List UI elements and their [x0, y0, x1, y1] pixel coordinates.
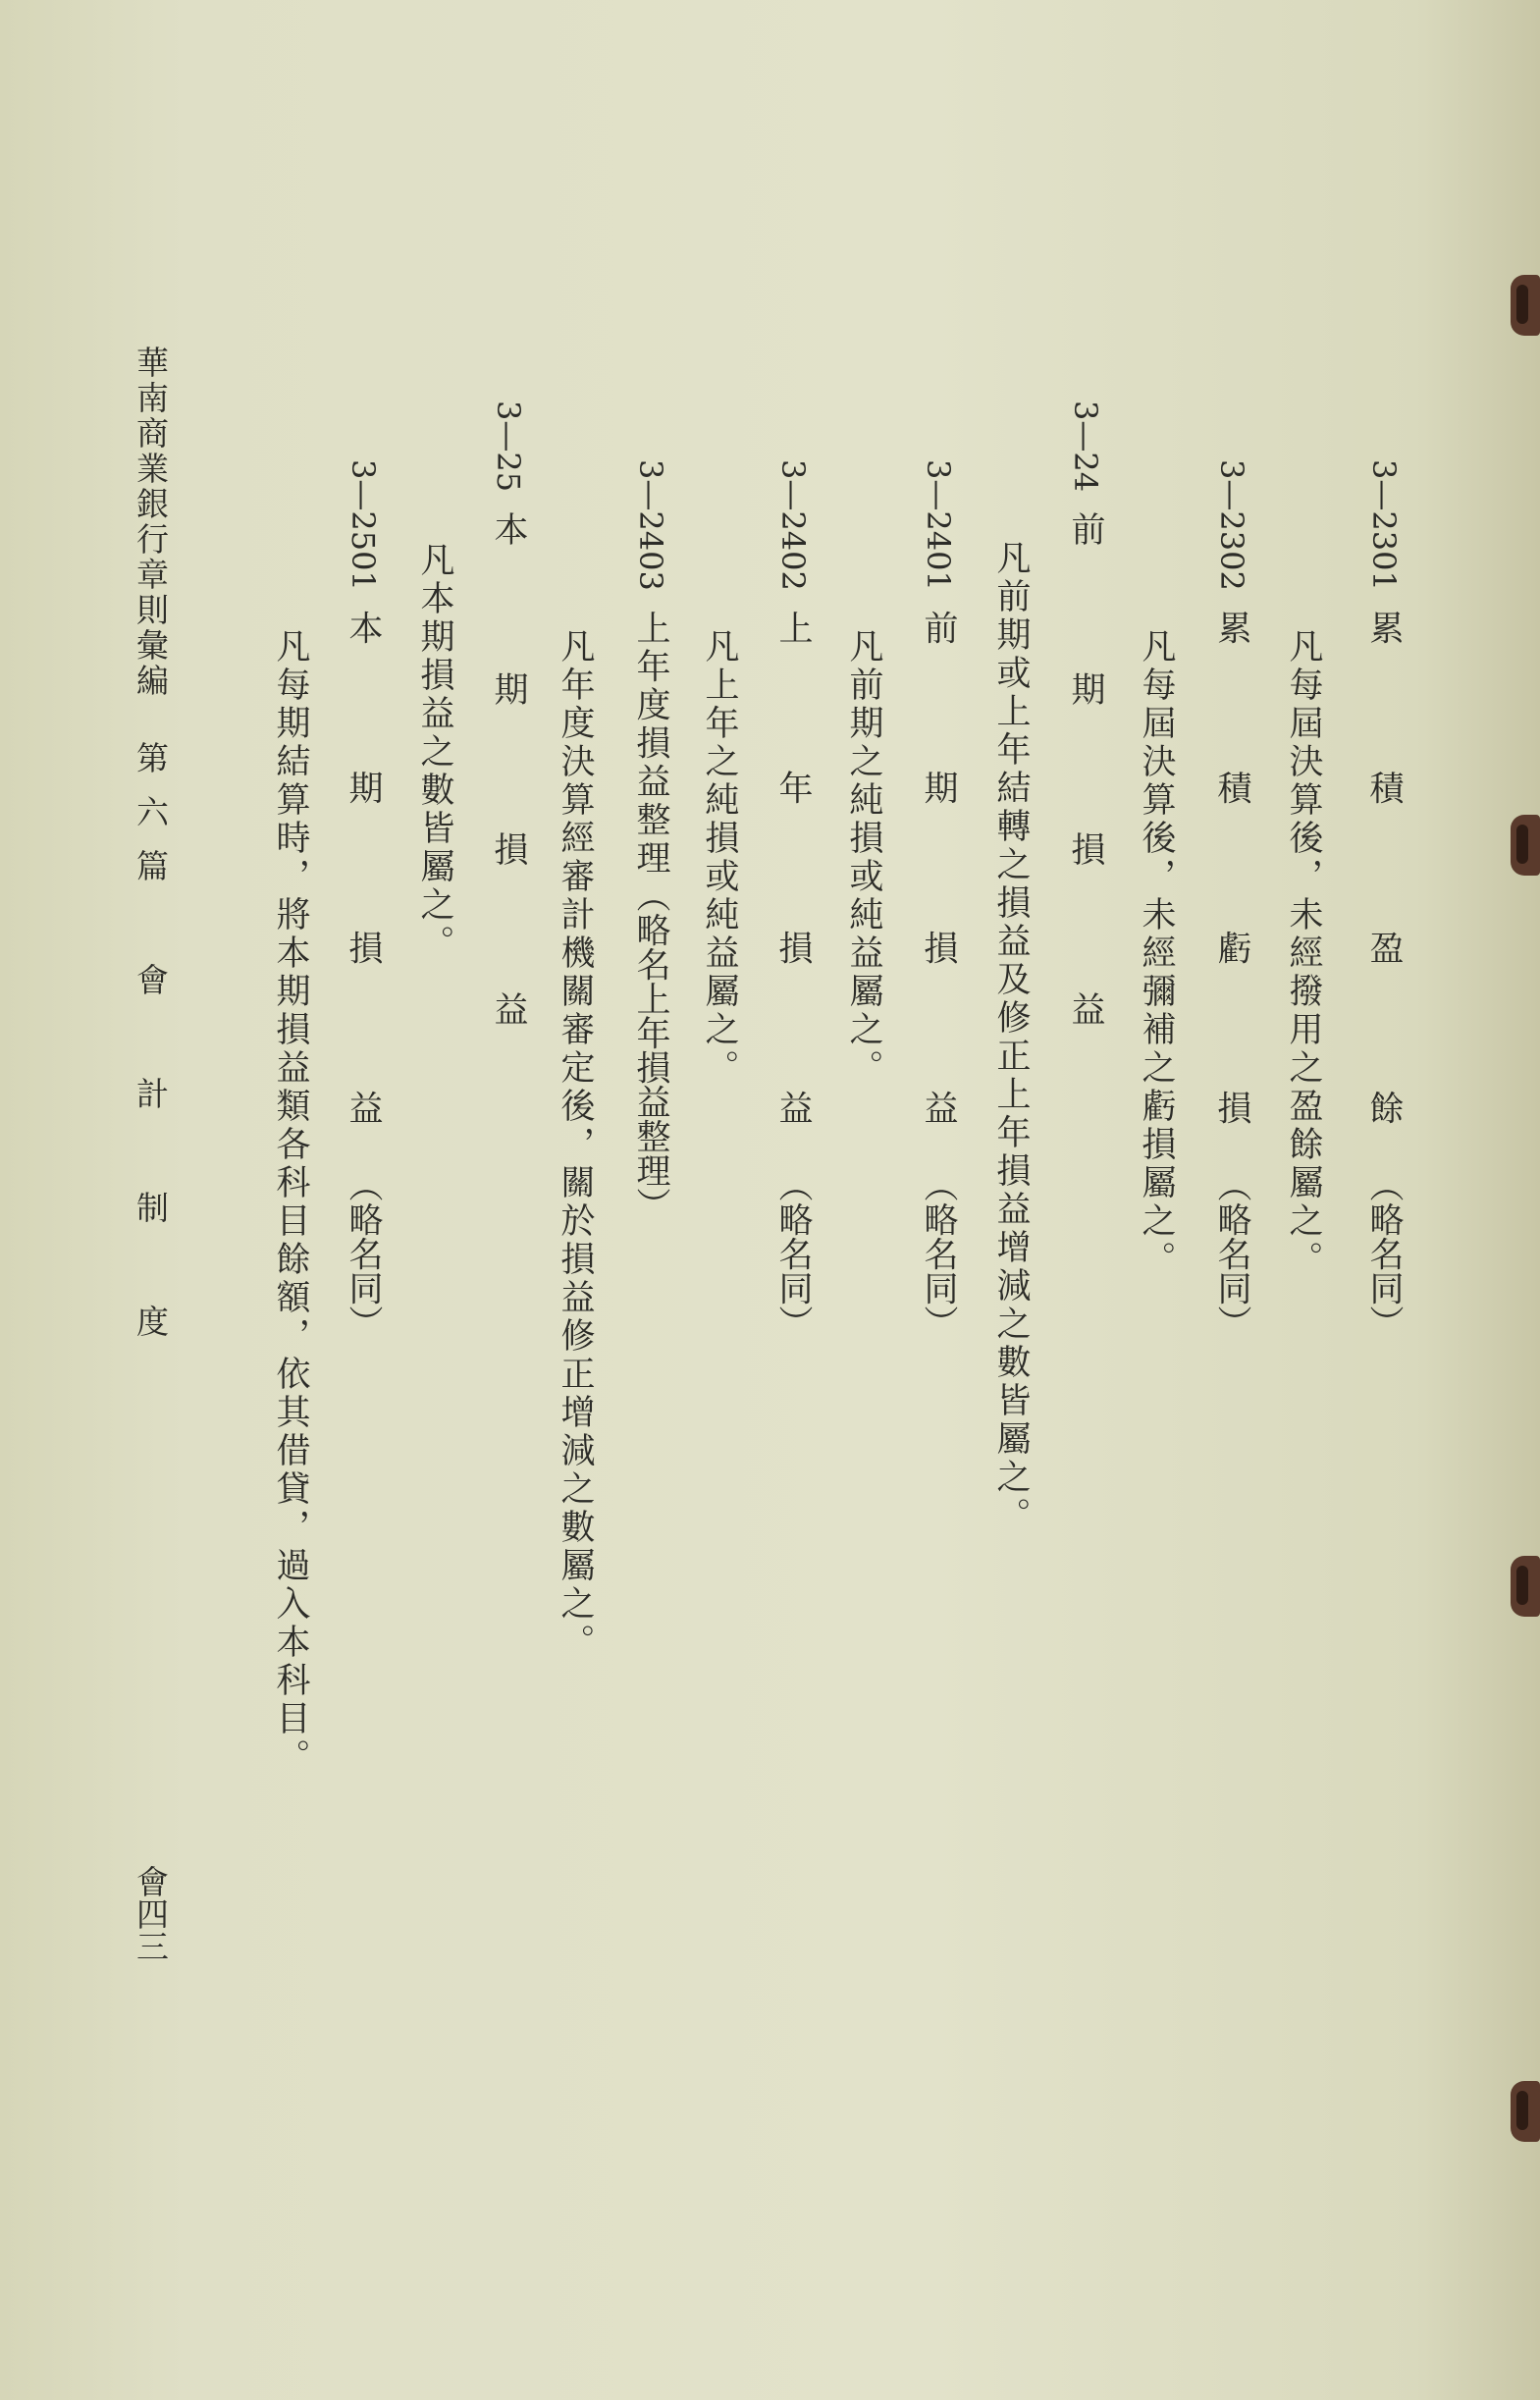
entry-heading-2402: 3—2402上 年 損 益（略名同） — [773, 459, 813, 1340]
entry-heading-2501: 3—2501本 期 損 益（略名同） — [344, 459, 383, 1340]
binding-hole-2 — [1511, 815, 1540, 876]
entry-text-2302: 凡每屆決算後，未經彌補之虧損屬之。 — [1137, 628, 1176, 1279]
binding-hole-4 — [1511, 2081, 1540, 2142]
entry-text-2402: 凡上年之純損或純益屬之。 — [700, 628, 739, 1088]
running-head-section: 第六篇 會 計 制 度 — [132, 741, 170, 1359]
binding-hole-3 — [1511, 1556, 1540, 1617]
page-number: 會四三 — [132, 1865, 170, 1962]
entry-text-2501: 凡每期結算時，將本期損益類各科目餘額，依其借貸，過入本科目。 — [271, 628, 310, 1777]
entry-heading-25: 3—25本 期 損 益 — [489, 400, 528, 1070]
entry-heading-24: 3—24前 期 損 益 — [1066, 400, 1105, 1070]
binding-hole-1 — [1511, 275, 1540, 336]
entry-heading-2403: 3—2403上年度損益整理（略名上年損益整理） — [631, 459, 670, 1222]
entry-text-2401: 凡前期之純損或純益屬之。 — [844, 628, 883, 1088]
entry-heading-2302: 3—2302累 積 虧 損（略名同） — [1212, 459, 1251, 1340]
entry-text-24: 凡前期或上年結轉之損益及修正上年損益增減之數皆屬之。 — [991, 540, 1031, 1535]
entry-heading-2401: 3—2401前 期 損 益（略名同） — [919, 459, 958, 1340]
entry-text-25: 凡本期損益之數皆屬之。 — [415, 542, 454, 963]
running-head-book: 華南商業銀行章則彙編 — [132, 346, 170, 699]
entry-text-2403: 凡年度決算經審計機關審定後，關於損益修正增減之數屬之。 — [556, 628, 595, 1662]
entry-heading-2301: 3—2301累 積 盈 餘（略名同） — [1364, 459, 1404, 1340]
entry-text-2301: 凡每屆決算後，未經撥用之盈餘屬之。 — [1284, 628, 1323, 1279]
